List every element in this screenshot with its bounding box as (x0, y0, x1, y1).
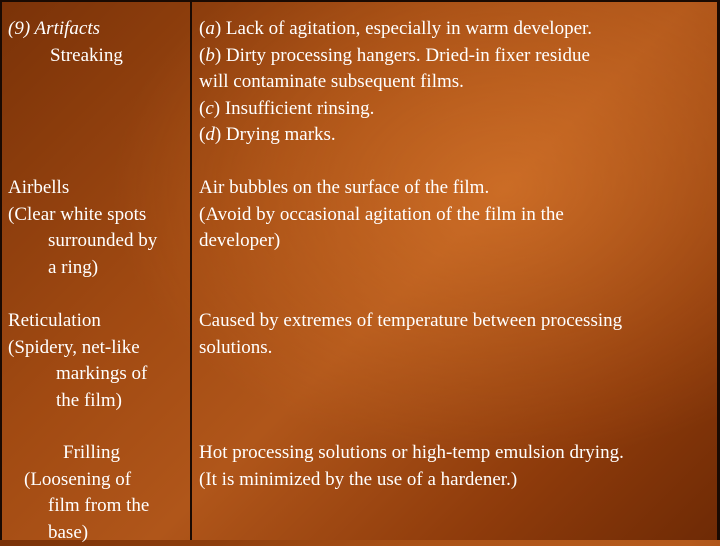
row-1-right-line-1: (a) Lack of agitation, especially in warm developer. (199, 16, 714, 43)
row-2-left-cell (8, 175, 190, 281)
row-4-left-line-2: (Loosening of (8, 467, 190, 494)
row-4-left-line-1: Frilling (8, 440, 190, 467)
row-2-right-line-1: Air bubbles on the surface of the film. (199, 175, 714, 202)
row-3-left-cell (8, 308, 190, 414)
table-border-top (0, 0, 720, 2)
row-1-left-cell (8, 16, 188, 69)
row-2-right-line-3: developer) (199, 228, 714, 255)
row-2-left-line-1: Airbells (8, 175, 190, 202)
row-4-right-line-2: (It is minimized by the use of a hardener.) (199, 467, 714, 494)
row-2-left-line-4: a ring) (8, 255, 190, 282)
row-3-left-line-4: the film) (8, 388, 190, 415)
row-4-right-line-1: Hot processing solutions or high-temp emulsion drying. (199, 440, 714, 467)
row-4-left-cell (8, 440, 190, 546)
row-4-left-line-3: film from the (8, 493, 190, 520)
row-4-right-cell (199, 440, 714, 493)
row-3-right-cell (199, 308, 714, 361)
table-border-left (0, 0, 2, 540)
row-1-left-line-1: (9) Artifacts (8, 16, 188, 43)
row-1-right-line-2: (b) Dirty processing hangers. Dried-in fixer residue (199, 43, 714, 70)
row-2-left-line-2: (Clear white spots (8, 202, 190, 229)
row-2-right-cell (199, 175, 714, 255)
row-3-left-line-1: Reticulation (8, 308, 190, 335)
row-1-left-line-2: Streaking (8, 43, 188, 70)
row-1-right-line-3: will contaminate subsequent films. (199, 69, 714, 96)
row-1-right-line-5: (d) Drying marks. (199, 122, 714, 149)
row-1-right-line-4: (c) Insufficient rinsing. (199, 96, 714, 123)
row-2-right-line-2: (Avoid by occasional agitation of the film in the (199, 202, 714, 229)
row-2-left-line-3: surrounded by (8, 228, 190, 255)
row-4-left-line-4: base) (8, 520, 190, 546)
table-column-divider (190, 0, 192, 540)
row-3-left-line-2: (Spidery, net-like (8, 335, 190, 362)
row-3-right-line-2: solutions. (199, 335, 714, 362)
row-1-right-cell (199, 16, 714, 149)
row-3-right-line-1: Caused by extremes of temperature between processing (199, 308, 714, 335)
row-3-left-line-3: markings of (8, 361, 190, 388)
